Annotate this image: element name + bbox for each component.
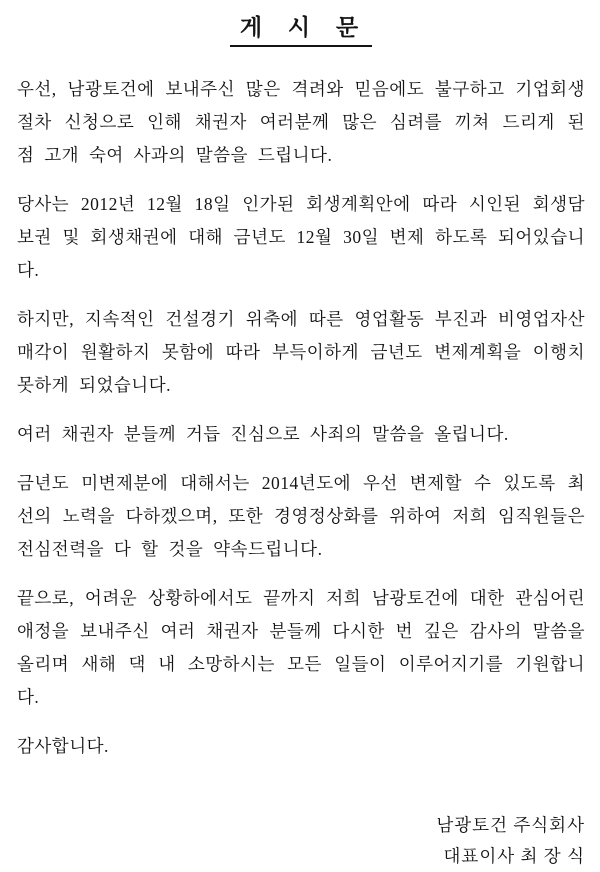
notice-body — [17, 73, 585, 763]
paragraph-promise: 금년도 미변제분에 대해서는 2014년도에 우선 변제할 수 있도록 최선의 노력을 다하겠으며, 또한 경영정상화를 위하여 저희 임직원들은 전심전력을 다 할 것을 약속드립니다. — [17, 472, 585, 559]
paragraph-reason: 하지만, 지속적인 건설경기 위축에 따른 영업활동 부진과 비영업자산 매각이 원활하지 못함에 따라 부득이하게 금년도 변제계획을 이행치 못하게 되었습니다. — [17, 308, 585, 395]
signature-company-name: 남광토건 주식회사 — [436, 814, 585, 835]
signature-block — [17, 810, 585, 872]
paragraph-second-apology: 여러 채권자 분들께 거듭 진심으로 사죄의 말씀을 올립니다. — [17, 423, 509, 444]
closing-text: 감사합니다. — [17, 735, 109, 756]
paragraph-apology: 우선, 남광토건에 보내주신 많은 격려와 믿음에도 불구하고 기업회생 절차 신청으로 인해 채권자 여러분께 많은 심려를 끼쳐 드리게 된 점 고개 숙여 사과의 말씀을 드립니다. — [17, 78, 585, 165]
page-title — [17, 14, 585, 47]
paragraph-gratitude: 끝으로, 어려운 상황하에서도 끝까지 저희 남광토건에 대한 관심어린 애정을 보내주신 여러 채권자 분들께 다시한 번 깊은 감사의 말씀을 올리며 새해 댁 내 소망하시는 모든 일들이 이루어지기를 기원합니다. — [17, 587, 585, 707]
page-title-text: 게 시 문 — [230, 14, 372, 47]
signature-representative-name: 대표이사 최 장 식 — [443, 845, 585, 866]
paragraph-repayment-plan: 당사는 2012년 12월 18일 인가된 회생계획안에 따라 시인된 회생담보권 및 회생채권에 대해 금년도 12월 30일 변제 하도록 되어있습니다. — [17, 193, 585, 280]
